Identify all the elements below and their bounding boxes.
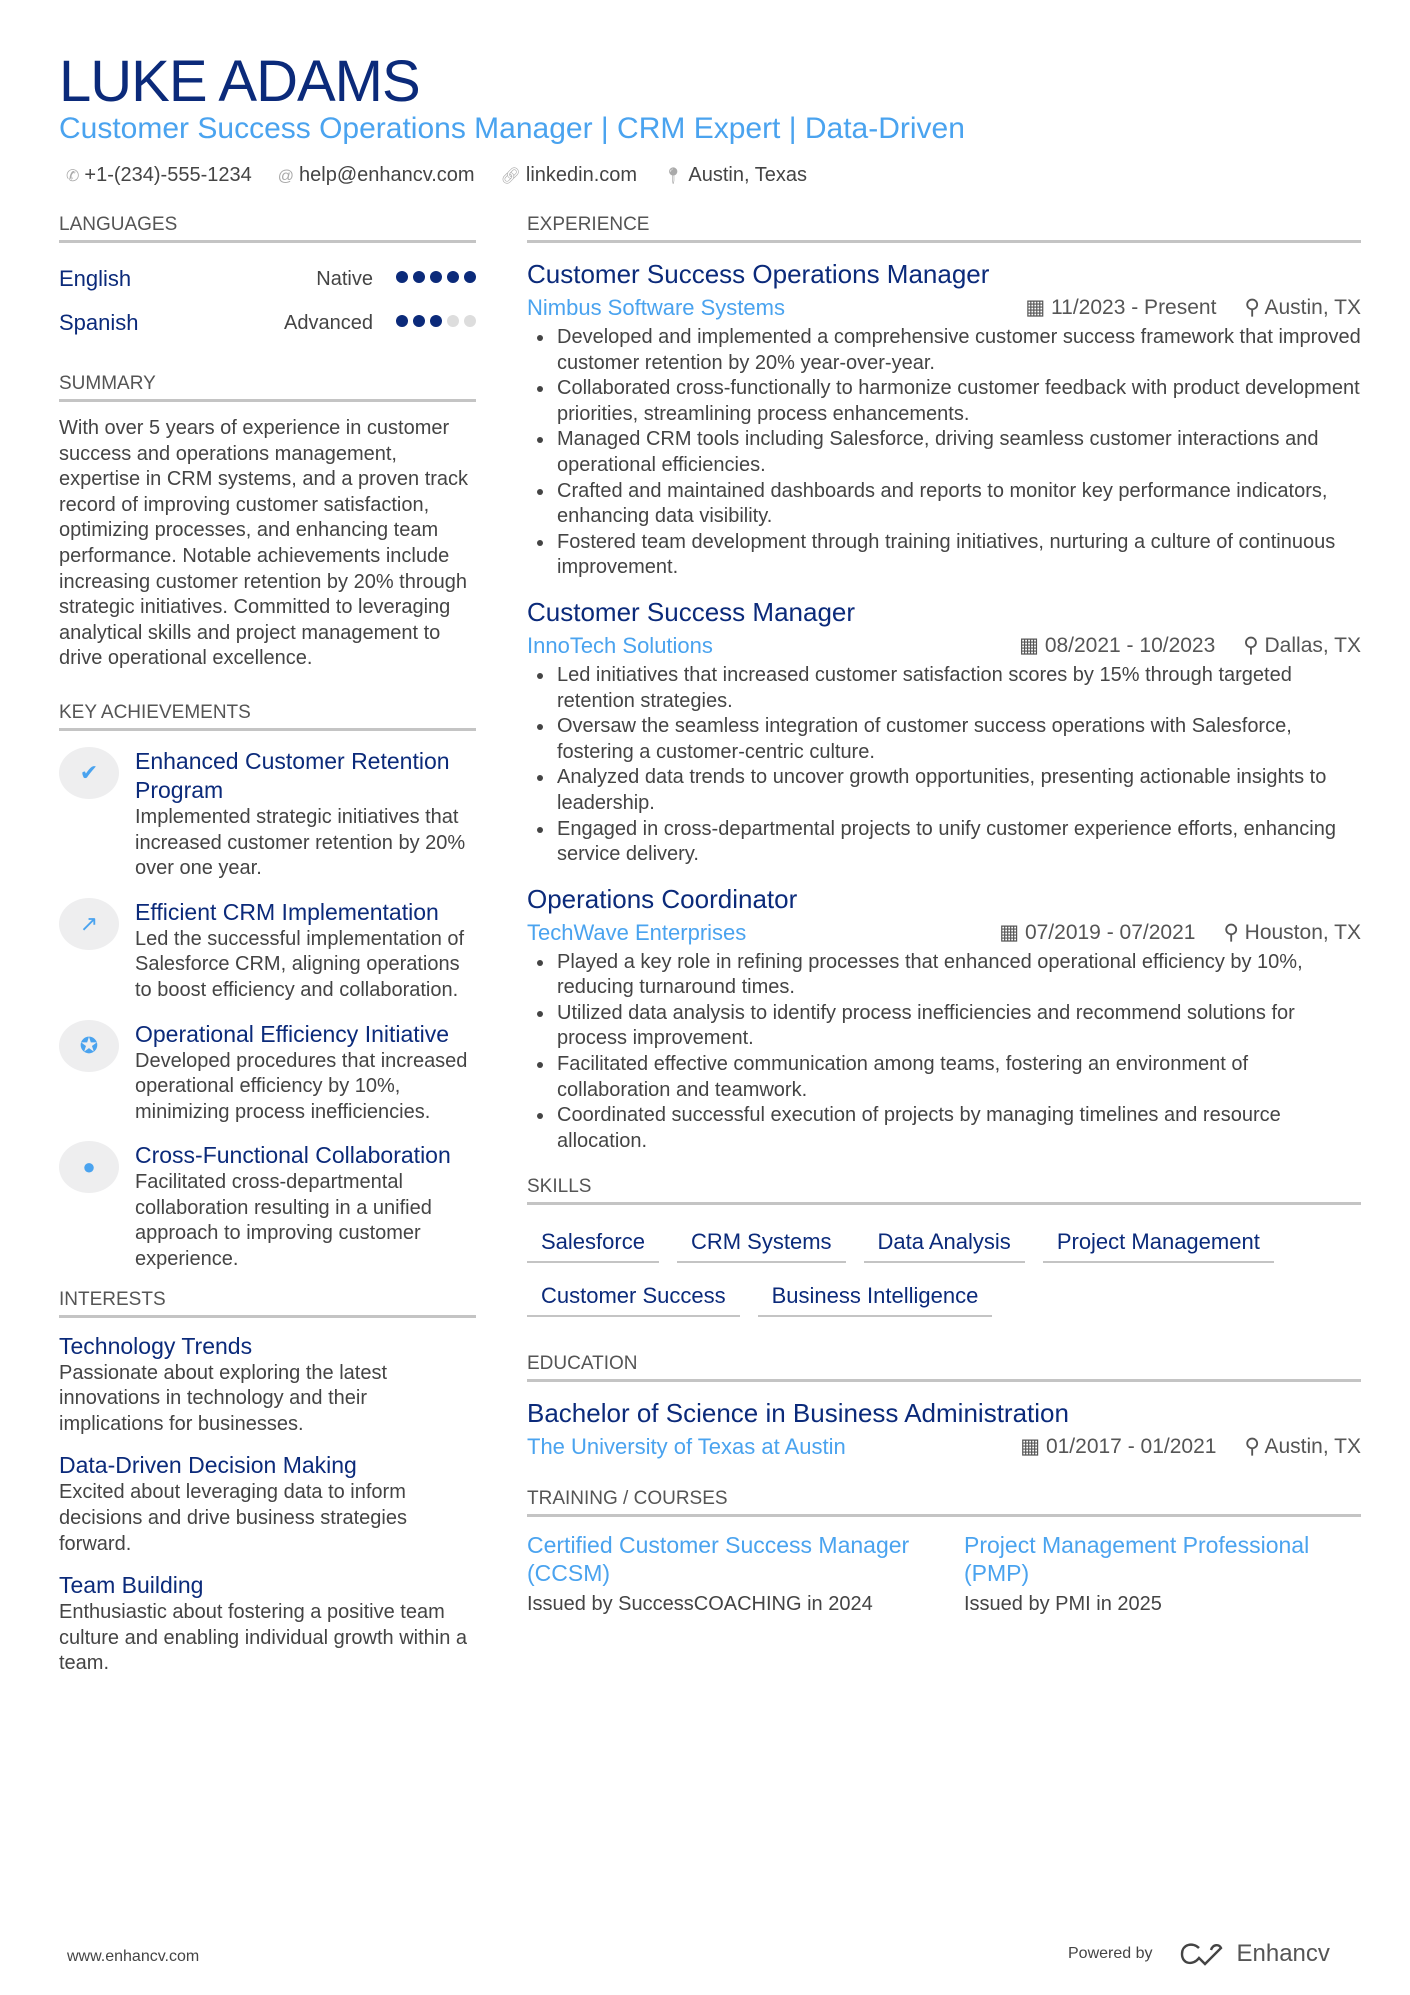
level-dot [464,315,476,327]
dates-text: 07/2019 - 07/2021 [1024,920,1196,944]
level-dots [391,314,476,332]
job-entry [527,257,1361,581]
level-dot [413,315,425,327]
job-bullets [555,950,1361,1155]
route-icon: ↗ [59,898,119,950]
job-bullet: • Led initiatives that increased customer satisfaction scores by 15% through targeted retention strategies. [555,663,1361,714]
language-item [59,257,476,301]
job-bullet: • Fostered team development through training initiatives, nurturing a culture of continuous improvement. [555,530,1361,581]
summary-text: With over 5 years of experience in customer success and operations management, expertise in CRM systems, and a proven track record of improving customer satisfaction, optimizing processes, and enhancing team performance. Notable achievements include increasing customer retention by 20% through strategic initiatives. Committed to leveraging analytical skills and project management to drive operational excellence. [59,417,469,670]
language-item [59,301,476,345]
location-text: Dallas, TX [1264,633,1361,657]
training-title: Certified Customer Success Manager (CCSM) [527,1532,910,1587]
phone-icon: ✆ [66,168,80,185]
company-name: TechWave Enterprises [527,919,747,945]
training-issuer: Issued by PMI in 2025 [964,1593,1162,1616]
job-bullet: • Crafted and maintained dashboards and reports to monitor key performance indicators, enhancing data visibility. [555,479,1361,530]
achievement-title: Efficient CRM Implementation [135,898,439,925]
achievement-text: Facilitated cross-departmental collaboration resulting in a unified approach to improving customer experience. [135,1171,432,1271]
award-icon: ✪ [59,1020,119,1072]
calendar-icon: ▦ [1020,1435,1046,1459]
job-dates [999,916,1195,950]
school: The University of Texas at Austin [527,1434,846,1460]
job-bullet: • Collaborated cross-functionally to harmonize customer feedback with product development priorities, streamlining process enhancements. [555,376,1361,427]
job-bullet: • Played a key role in refining processes that enhanced operational efficiency by 10%, reducing turnaround times. [555,950,1361,1001]
interest-title: Technology Trends [59,1332,253,1359]
education-location [1244,1430,1361,1464]
achievement-text: Led the successful implementation of Salesforce CRM, aligning operations to boost efficiency and collaboration. [135,927,465,1001]
job-bullet: • Utilized data analysis to identify process inefficiencies and recommend solutions for process improvement. [555,1001,1361,1052]
achievement-item [59,898,476,1004]
level-dot [430,271,442,283]
training-item [527,1531,924,1616]
interest-text: Enthusiastic about fostering a positive team culture and enabling individual growth within a team. [59,1601,468,1675]
interest-item [59,1571,476,1677]
education-dates [1020,1430,1216,1464]
level-dot [396,271,408,283]
training-title: Project Management Professional (PMP) [964,1532,1310,1587]
experience-list [527,257,1361,1154]
level-dot [413,271,425,283]
section-title-interests: INTERESTS [59,1289,476,1318]
footer-branding [1068,1940,1330,1968]
contact-location [663,164,807,187]
section-title-skills: SKILLS [527,1176,1361,1205]
job-title: Operations Coordinator [527,883,798,914]
section-title-education: EDUCATION [527,1353,1361,1382]
level-dot [447,315,459,327]
link-icon: 🔗︎ [500,168,521,185]
enhancv-logo[interactable] [1179,1940,1330,1968]
degree: Bachelor of Science in Business Administration [527,1398,1069,1429]
dates-text: 11/2023 - Present [1051,296,1217,319]
skill-tag: CRM Systems [677,1223,846,1263]
job-bullets [555,663,1361,868]
interest-item [59,1332,476,1438]
section-title-summary: SUMMARY [59,373,476,402]
job-bullets [555,325,1361,581]
left-column [59,214,476,1691]
interest-item [59,1451,476,1557]
skill-tag: Customer Success [527,1277,740,1317]
training-item [964,1531,1361,1616]
job-entry [527,882,1361,1155]
achievement-item [59,1020,476,1126]
right-column [527,214,1361,1616]
achievement-title: Operational Efficiency Initiative [135,1020,450,1047]
achievement-item [59,747,476,882]
footer-website[interactable]: www.enhancv.com [67,1948,200,1965]
company-name: Nimbus Software Systems [527,295,785,320]
level-dot [430,315,442,327]
job-bullet: • Developed and implemented a comprehensive customer success framework that improved customer retention by 20% year-over-year. [555,325,1361,376]
languages-list [59,257,476,345]
achievements-list [59,747,476,1273]
location-icon: ⚲ [1243,633,1265,657]
language-level: Advanced [284,311,373,334]
language-name: English [59,266,132,291]
level-dot [447,271,459,283]
dates-text: 01/2017 - 01/2021 [1045,1435,1217,1459]
interests-list [59,1332,476,1677]
location-icon: ⚲ [1223,920,1245,944]
job-location [1243,629,1361,663]
at-icon: @ [277,168,294,185]
job-bullet: • Coordinated successful execution of projects by managing timelines and resource allocation. [555,1103,1361,1154]
level-dots [391,270,476,288]
level-dot [396,315,408,327]
contact-linkedin[interactable] [501,164,637,187]
job-entry [527,595,1361,868]
skill-tag: Data Analysis [864,1223,1025,1263]
job-bullet: • Engaged in cross-departmental projects to unify customer experience efforts, enhancing service delivery. [555,817,1361,868]
check-icon: ✔ [59,747,119,799]
achievement-title: Cross-Functional Collaboration [135,1142,451,1169]
job-location [1244,291,1361,325]
interest-title: Team Building [59,1572,204,1599]
calendar-icon: ▦ [1019,633,1045,657]
skill-tag: Business Intelligence [758,1277,993,1317]
company-name: InnoTech Solutions [527,632,713,658]
contact-email[interactable] [278,164,475,187]
location-text: Austin, TX [1264,296,1361,319]
skills-list [527,1223,1361,1317]
job-bullet: • Managed CRM tools including Salesforce, driving seamless customer interactions and operational efficiencies. [555,427,1361,478]
job-bullet: • Analyzed data trends to uncover growth opportunities, presenting actionable insights to leadership. [555,765,1361,816]
achievement-title: Enhanced Customer Retention Program [135,747,450,803]
skill-tag: Project Management [1043,1223,1274,1263]
interest-title: Data-Driven Decision Making [59,1452,357,1479]
location-text: Austin, Texas [688,164,807,186]
location-text: Houston, TX [1244,920,1361,944]
brand-text: Enhancv [1236,1940,1330,1967]
powered-by-text: Powered by [1068,1945,1153,1962]
section-title-experience: EXPERIENCE [527,214,1361,243]
education-entry [527,1396,1361,1464]
location-icon: ⚲ [1244,296,1265,319]
interest-text: Passionate about exploring the latest innovations in technology and their implications for businesses. [59,1361,387,1435]
job-title: Customer Success Manager [527,596,856,627]
training-issuer: Issued by SuccessCOACHING in 2024 [527,1593,873,1616]
job-dates [1019,629,1215,663]
job-title: Customer Success Operations Manager [527,259,990,289]
phone-text: +1-(234)-555-1234 [84,164,252,186]
level-dot [464,271,476,283]
language-name: Spanish [59,310,139,335]
language-level: Native [316,267,373,290]
interest-text: Excited about leveraging data to inform decisions and drive business strategies forward. [59,1481,407,1555]
job-bullet: • Oversaw the seamless integration of customer success operations with Salesforce, fostering a customer-centric culture. [555,714,1361,765]
contact-phone [66,164,252,187]
candidate-name: LUKE ADAMS [59,49,420,114]
dates-text: 08/2021 - 10/2023 [1044,633,1216,657]
calendar-icon: ▦ [999,920,1025,944]
achievement-text: Implemented strategic initiatives that increased customer retention by 20% over one year. [135,805,466,880]
location-icon: ⚲ [1244,1435,1265,1459]
location-icon: 📍︎ [663,168,684,185]
job-dates [1025,291,1216,325]
job-bullet: • Facilitated effective communication among teams, fostering an environment of collaboration and teamwork. [555,1052,1361,1103]
calendar-icon: ▦ [1025,296,1052,319]
enhancv-logo-icon [1179,1942,1225,1966]
achievement-item [59,1141,476,1272]
training-list [527,1531,1361,1616]
job-location [1223,916,1361,950]
email-text: help@enhancv.com [299,164,475,186]
contact-info [66,164,807,187]
section-title-achievements: KEY ACHIEVEMENTS [59,702,476,731]
skill-tag: Salesforce [527,1223,659,1263]
section-title-languages: LANGUAGES [59,214,476,243]
head-icon: ● [59,1141,119,1193]
achievement-text: Developed procedures that increased operational efficiency by 10%, minimizing process inefficiencies. [135,1049,468,1123]
candidate-headline: Customer Success Operations Manager | CRM Expert | Data-Driven [59,112,965,145]
section-title-training: TRAINING / COURSES [527,1488,1361,1517]
location-text: Austin, TX [1264,1435,1361,1459]
linkedin-text: linkedin.com [525,164,638,186]
